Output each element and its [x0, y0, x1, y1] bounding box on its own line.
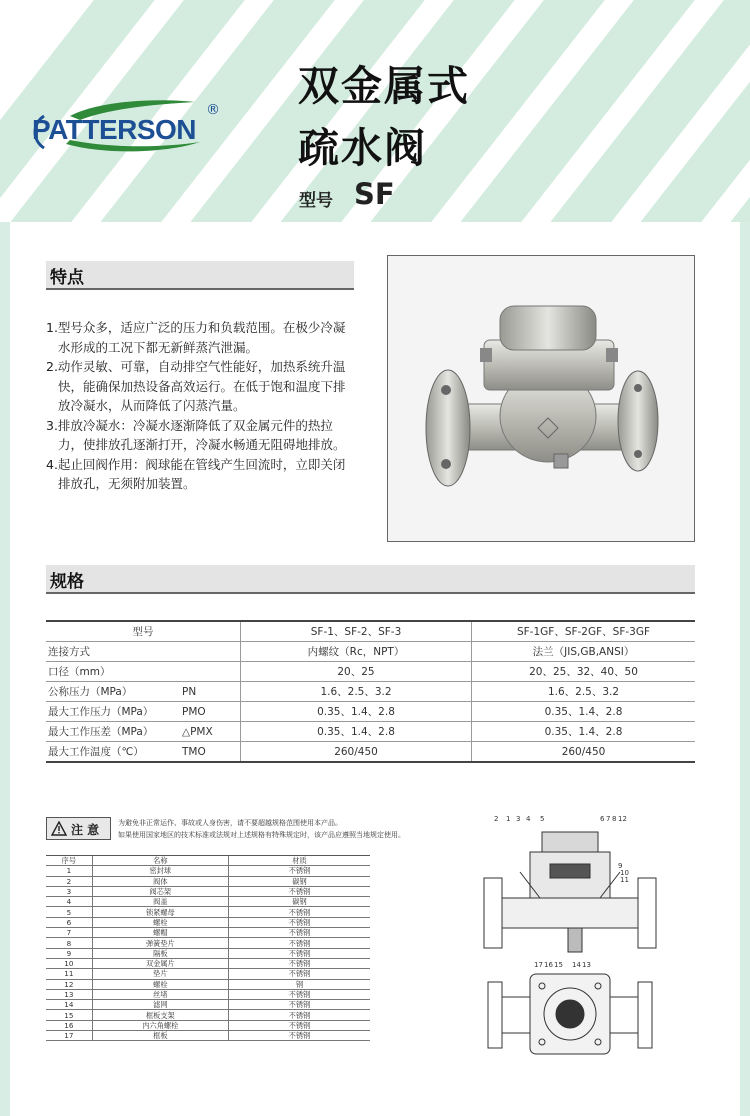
spec-cell-b: 0.35、1.4、2.8 [472, 702, 696, 722]
spec-label: 型号 [46, 621, 241, 642]
parts-row [46, 1031, 370, 1041]
spec-label: 最大工作温度（℃） [46, 742, 180, 763]
caution-label: 注 意 [71, 823, 100, 837]
part-name: 滤网 [92, 1000, 228, 1010]
spec-cell-b: 260/450 [472, 742, 696, 763]
spec-label: 连接方式 [46, 642, 180, 662]
part-material: 不锈钢 [228, 917, 370, 927]
part-no: 16 [46, 1020, 92, 1030]
feature-item: 2.动作灵敏、可靠，自动排空气性能好，加热系统升温快，能确保加热设备高效运行。在低于饱和温度下排放冷凝水，从而降低了闪蒸汽量。 [46, 359, 346, 413]
part-material: 不锈钢 [228, 866, 370, 876]
part-material: 不锈钢 [228, 1010, 370, 1020]
title-line2: 疏水阀 [298, 124, 427, 172]
diagram-label: 4 [526, 815, 531, 823]
parts-row [46, 907, 370, 917]
part-material: 不锈钢 [228, 1031, 370, 1041]
part-material: 不锈钢 [228, 989, 370, 999]
part-name: 内六角螺栓 [92, 1020, 228, 1030]
feature-item: 4.起止回阀作用：阀球能在管线产生回流时，立即关闭排放孔，无须附加装置。 [46, 456, 346, 491]
part-name: 弹簧垫片 [92, 938, 228, 948]
spec-cell-b: SF-1GF、SF-2GF、SF-3GF [472, 621, 696, 642]
part-no: 序号 [46, 856, 92, 866]
spec-symbol: PMO [180, 702, 241, 722]
feature-item: 1.型号众多，适应广泛的压力和负载范围。在极少冷凝水形成的工况下都无新鲜蒸汽泄漏。 [46, 320, 346, 355]
parts-row [46, 1010, 370, 1020]
cross-section-diagram [480, 812, 660, 1067]
part-no: 17 [46, 1031, 92, 1041]
spec-cell-b: 1.6、2.5、3.2 [472, 682, 696, 702]
diagram-label: 11 [620, 876, 629, 884]
diagram-label: 9 [618, 862, 623, 870]
part-material: 不锈钢 [228, 958, 370, 968]
left-border [0, 222, 10, 1116]
diagram-label: 12 [618, 815, 627, 823]
part-material: 钢 [228, 979, 370, 989]
warning-icon [51, 821, 67, 836]
parts-row [46, 969, 370, 979]
diagram-label: 15 [554, 961, 563, 969]
spec-cell-b: 法兰（JIS,GB,ANSI） [472, 642, 696, 662]
part-name: 锁紧螺母 [92, 907, 228, 917]
part-no: 15 [46, 1010, 92, 1020]
part-material: 不锈钢 [228, 1000, 370, 1010]
part-no: 12 [46, 979, 92, 989]
specs-heading: 规格 [46, 565, 695, 594]
part-name: 螺栓 [92, 917, 228, 927]
part-material: 不锈钢 [228, 948, 370, 958]
part-no: 3 [46, 886, 92, 896]
parts-row [46, 876, 370, 886]
part-material: 碳钢 [228, 897, 370, 907]
spec-row [46, 722, 695, 742]
diagram-label: 13 [582, 961, 591, 969]
spec-row [46, 642, 695, 662]
part-name: 框板支架 [92, 1010, 228, 1020]
part-name: 阀盖 [92, 897, 228, 907]
logo-text: PATTERSON [32, 114, 197, 145]
part-no: 6 [46, 917, 92, 927]
diagram-label: 14 [572, 961, 581, 969]
part-no: 8 [46, 938, 92, 948]
part-no: 11 [46, 969, 92, 979]
spec-cell-a: 260/450 [241, 742, 472, 763]
spec-cell-b: 0.35、1.4、2.8 [472, 722, 696, 742]
part-material: 不锈钢 [228, 1020, 370, 1030]
part-name: 框板 [92, 1031, 228, 1041]
part-no: 10 [46, 958, 92, 968]
part-material: 不锈钢 [228, 886, 370, 896]
diagram-label: 6 [600, 815, 605, 823]
spec-label: 公称压力（MPa） [46, 682, 180, 702]
part-material: 不锈钢 [228, 907, 370, 917]
spec-cell-a: 1.6、2.5、3.2 [241, 682, 472, 702]
part-no: 9 [46, 948, 92, 958]
parts-row [46, 897, 370, 907]
parts-row [46, 886, 370, 896]
diagram-label: 10 [620, 869, 629, 877]
caution-note-1: 为避免非正常运作、事故或人身伤害，请不要超越规格范围使用本产品。 [118, 819, 342, 827]
model-label: 型号 [299, 191, 333, 211]
part-no: 4 [46, 897, 92, 907]
part-name: 隔板 [92, 948, 228, 958]
spec-label: 口径（mm） [46, 662, 180, 682]
parts-table [46, 855, 370, 1041]
parts-row [46, 1020, 370, 1030]
registered-mark: ® [206, 102, 220, 118]
spec-row [46, 662, 695, 682]
part-no: 13 [46, 989, 92, 999]
part-no: 7 [46, 928, 92, 938]
spec-symbol: PN [180, 682, 241, 702]
parts-row [46, 856, 370, 866]
part-material: 碳钢 [228, 876, 370, 886]
part-material: 不锈钢 [228, 938, 370, 948]
spec-label: 最大工作压差（MPa） [46, 722, 180, 742]
parts-row [46, 958, 370, 968]
parts-row [46, 948, 370, 958]
spec-cell-a: SF-1、SF-2、SF-3 [241, 621, 472, 642]
part-name: 阀芯架 [92, 886, 228, 896]
parts-row [46, 989, 370, 999]
parts-row [46, 938, 370, 948]
part-no: 14 [46, 1000, 92, 1010]
part-no: 5 [46, 907, 92, 917]
spec-row [46, 682, 695, 702]
diagram-label: 1 [506, 815, 511, 823]
parts-row [46, 928, 370, 938]
spec-cell-b: 20、25、32、40、50 [472, 662, 696, 682]
parts-row [46, 917, 370, 927]
spec-row [46, 742, 695, 763]
spec-table [46, 620, 695, 763]
features-list [46, 318, 356, 494]
spec-cell-a: 内螺纹（Rc，NPT） [241, 642, 472, 662]
right-border [740, 222, 750, 1116]
caution-box [46, 817, 111, 840]
diagram-label: 8 [612, 815, 617, 823]
part-name: 丝堵 [92, 989, 228, 999]
model-code: SF [354, 177, 395, 211]
parts-row [46, 866, 370, 876]
part-name: 螺帽 [92, 928, 228, 938]
part-name: 垫片 [92, 969, 228, 979]
spec-symbol: △PMX [180, 722, 241, 742]
spec-cell-a: 0.35、1.4、2.8 [241, 722, 472, 742]
spec-symbol: TMO [180, 742, 241, 763]
part-name: 螺栓 [92, 979, 228, 989]
part-name: 双金属片 [92, 958, 228, 968]
features-heading: 特点 [46, 261, 354, 290]
diagram-label: 16 [544, 961, 553, 969]
part-name: 阀体 [92, 876, 228, 886]
spec-symbol [180, 642, 241, 662]
caution-note-2: 如果使用国家地区的技术标准或法规对上述规格有特殊规定时，该产品应遵照当地规定使用。 [118, 831, 405, 839]
diagram-label: 17 [534, 961, 543, 969]
part-material: 材质 [228, 856, 370, 866]
spec-label: 最大工作压力（MPa） [46, 702, 180, 722]
spec-row [46, 702, 695, 722]
diagram-label: 2 [494, 815, 499, 823]
diagram-label: 7 [606, 815, 611, 823]
part-name: 名称 [92, 856, 228, 866]
feature-item: 3.排放冷凝水：冷凝水逐渐降低了双金属元件的热拉力，使排放孔逐渐打开，冷凝水畅通无阻碍地排放。 [46, 417, 346, 452]
parts-row [46, 979, 370, 989]
spec-cell-a: 0.35、1.4、2.8 [241, 702, 472, 722]
part-material: 不锈钢 [228, 969, 370, 979]
diagram-label: 5 [540, 815, 545, 823]
title-line1: 双金属式 [298, 62, 470, 110]
spec-cell-a: 20、25 [241, 662, 472, 682]
parts-row [46, 1000, 370, 1010]
diagram-label: 3 [516, 815, 521, 823]
spec-row [46, 621, 695, 642]
part-no: 1 [46, 866, 92, 876]
patterson-logo [30, 96, 220, 158]
part-material: 不锈钢 [228, 928, 370, 938]
product-photo [387, 255, 695, 542]
spec-symbol [180, 662, 241, 682]
part-name: 密封球 [92, 866, 228, 876]
part-no: 2 [46, 876, 92, 886]
